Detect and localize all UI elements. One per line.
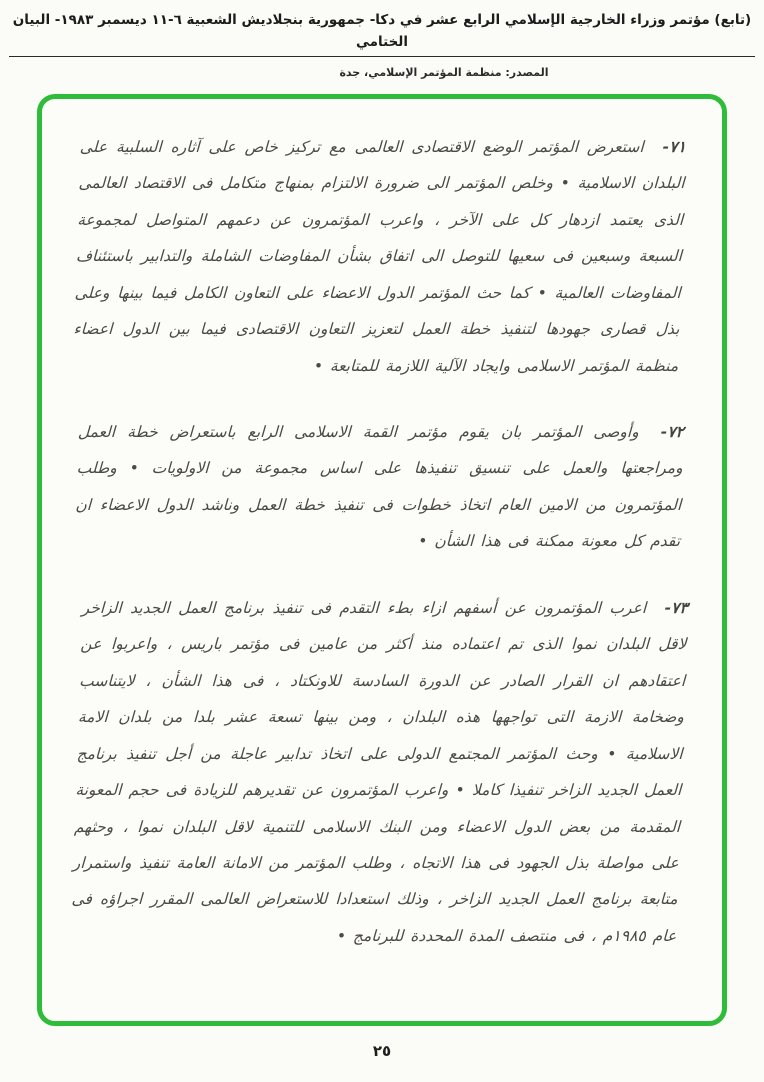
page-number: ٢٥ (372, 1042, 392, 1060)
paragraph-73-text: اعرب المؤتمرون عن أسفهم ازاء بطء التقدم فى تنفيذ برنامج العمل الجديد الزاخر لاقل البلدان نموا الذى تم اعتماده منذ أكثر من عامين فى مؤتمر باريس ، واعربوا عن اعتقادهم ان القرار الصادر عن الدورة السادسة للاونكتاد ، فى هذا الشأن ، لايتناسب وضخامة الازمة التى تواجهها هذه البلدان ، ومن بينها تسعة عشر بلدا من بلدان الامة الاسلامية • وحث المؤتمر المجتمع الدولى على اتخاذ تدابير عاجلة من أجل تنفيذ برنامج العمل الجديد الزاخر تنفيذا كاملا • واعرب المؤتمرون عن تقديرهم للزيادة فى حجم المعونة المقدمة من بعض الدول الاعضاء ومن البنك الاسلامى للتنمية لاقل البلدان نموا ، وحثهم على مواصلة بذل الجهود فى هذا الاتجاه ، وطلب المؤتمر من الامانة العامة تنفيذ واستمرار متابعة برنامج العمل الجديد الزاخر ، وذلك استعدادا للاستعراض العالمى المقرر اجراؤه فى عام ١٩٨٥م ، فى منتصف المدة المحددة للبرنامج • (71, 598, 687, 945)
source-row (8, 61, 756, 80)
paragraph-72-number: ٧٢- (660, 423, 685, 442)
document-source: المصدر: منظمة المؤتمر الإسلامي، جدة (339, 66, 549, 80)
paragraph-72 (73, 414, 684, 560)
paragraph-71-text: استعرض المؤتمر الوضع الاقتصادى العالمى مع تركيز خاص على آثاره السلبية على البلدان الاسلامية • وخلص المؤتمر الى ضرورة الالتزام بمنهاج متكامل فى الاقتصاد العالمى الذى يعتمد ازدهار كل على الآخر ، واعرب المؤتمرون عن دعمهم المتواصل لمجموعة السبعة وسبعين فى سعيها للتوصل الى اتفاق بشأن المفاوضات الشاملة والتدابير باستئناف المفاوضات العالمية • كما حث المؤتمر الدول الاعضاء على التعاون الكامل فيما بينها وعلى بذل قصارى جهودها لتنفيذ خطة العمل لتعزيز التعاون الاقتصادى فيما بين الدول اعضاء منظمة المؤتمر الاسلامى وايجاد الآلية اللازمة للمتابعة • (73, 138, 685, 375)
paragraph-72-text: وأوصى المؤتمر بان يقوم مؤتمر القمة الاسلامى الرابع باستعراض خطة العمل ومراجعتها والعمل على تنسيق تنفيذها على اساس مجموعة من الاولويات • وطلب المؤتمرون من الامين العام اتخاذ خطوات فى تنفيذ خطة العمل وناشد الدول الاعضاء ان تقدم كل معونة ممكنة فى هذا الشأن • (75, 423, 683, 551)
document-header (0, 0, 764, 80)
document-title: (تابع) مؤتمر وزراء الخارجية الإسلامي الرابع عشر في دكا- جمهورية بنجلاديش الشعبية ٦-١١ ديسمبر ١٩٨٣- البيان الختامي (12, 12, 752, 50)
paragraph-73-number: ٧٣- (664, 598, 689, 617)
paragraph-71-number: ٧١- (662, 138, 687, 157)
green-frame (37, 94, 727, 1026)
paragraph-71 (72, 129, 687, 384)
header-divider (9, 56, 755, 57)
paragraph-73 (70, 590, 689, 954)
